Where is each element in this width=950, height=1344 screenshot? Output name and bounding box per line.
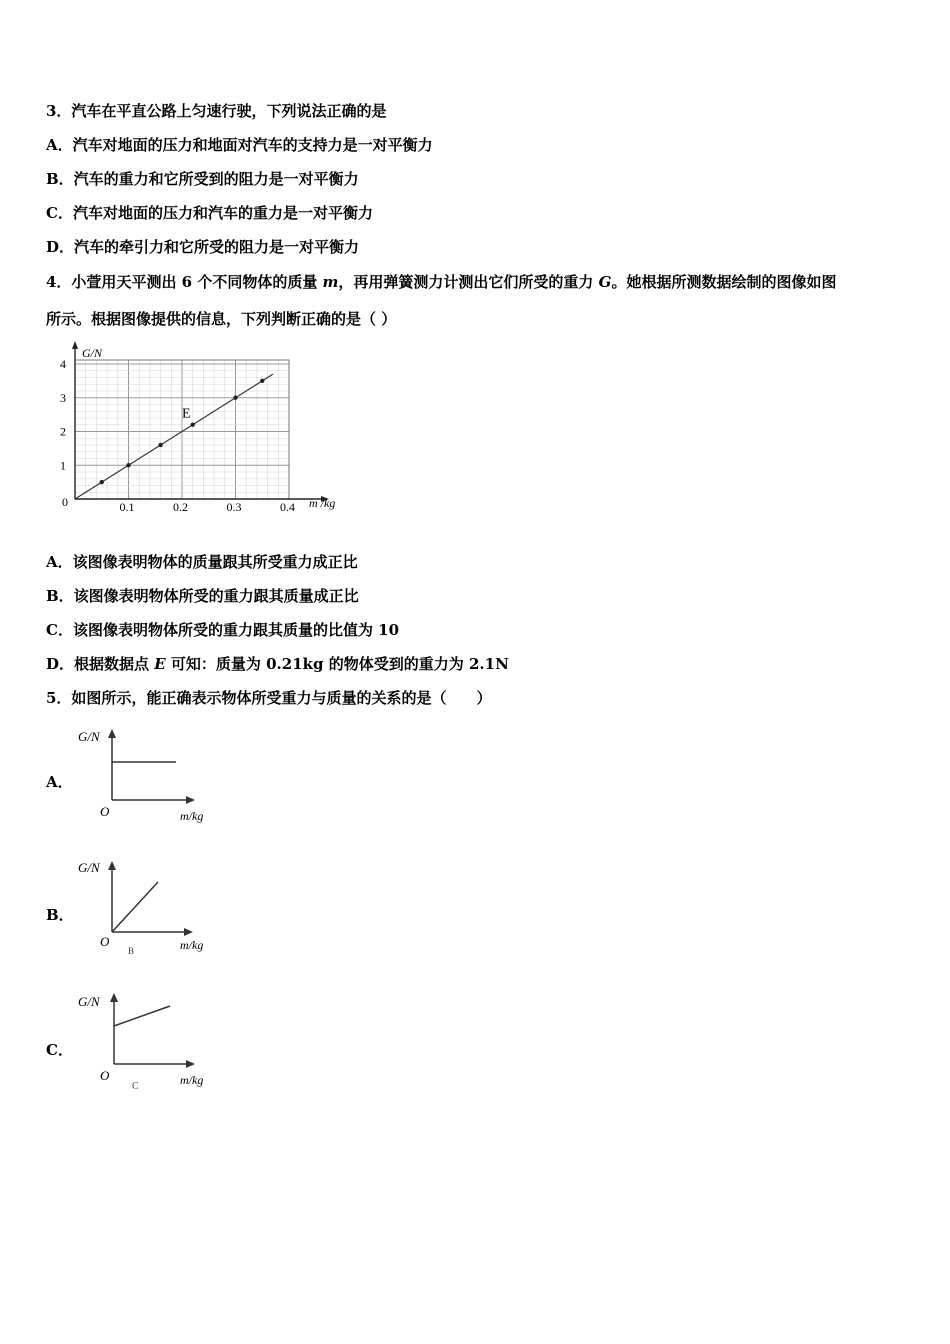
data-point	[233, 396, 237, 400]
chart-axes	[72, 341, 329, 502]
origin-label: O	[100, 934, 110, 949]
q5-graph-b	[72, 856, 222, 956]
x-tick-label: 0.2	[173, 500, 188, 514]
q3-stem: 3．汽车在平直公路上匀速行驶，下列说法正确的是	[46, 102, 387, 120]
y-arrow-icon	[108, 729, 116, 738]
x-tick-label: 0.1	[119, 500, 135, 514]
y-tick-label: 1	[60, 458, 66, 473]
x-axis-label: m/kg	[180, 938, 204, 952]
x-arrow-icon	[186, 796, 195, 804]
q3-option-b[interactable]: B．汽车的重力和它所受到的阻力是一对平衡力	[46, 170, 359, 188]
sub-label: B	[128, 946, 135, 956]
point-annotation: E	[182, 406, 191, 422]
x-axis-label: m /kg	[309, 496, 336, 510]
graph-line	[114, 1006, 170, 1026]
data-point	[260, 379, 264, 383]
q3-option-a[interactable]: A．汽车对地面的压力和地面对汽车的支持力是一对平衡力	[46, 136, 433, 154]
y-tick-label: 3	[60, 390, 66, 405]
chart-fit-line	[75, 374, 273, 499]
origin-label: O	[100, 1068, 110, 1083]
q5-option-c-label[interactable]: C．	[46, 1041, 73, 1059]
q5-option-b-label[interactable]: B．	[46, 906, 74, 924]
y-arrow-icon	[110, 993, 118, 1002]
q4-option-a[interactable]: A．该图像表明物体的质量跟其所受重力成正比	[46, 553, 358, 571]
y-arrow-icon	[72, 341, 78, 349]
y-tick-label: 4	[60, 357, 66, 371]
x-axis-label: m/kg	[180, 1073, 204, 1087]
sub-label: C	[132, 1081, 139, 1090]
q3-option-d[interactable]: D．汽车的牵引力和它所受的阻力是一对平衡力	[46, 238, 360, 256]
q5-option-a-label[interactable]: A．	[46, 773, 73, 791]
data-point	[158, 443, 162, 447]
fit-line	[75, 374, 273, 499]
y-axis-label: G/N	[78, 860, 100, 875]
g-m-chart	[50, 340, 370, 520]
y-axis-label: G/N	[78, 994, 100, 1009]
q4-stem-line2: 所示。根据图像提供的信息，下列判断正确的是（ ）	[46, 310, 397, 328]
y-tick-label: 2	[60, 424, 66, 439]
chart-labels	[60, 346, 335, 514]
q4-option-d[interactable]: D．根据数据点 E 可知：质量为 0.21kg 的物体受到的重力为 2.1N	[46, 655, 509, 673]
q5-graph-c	[72, 990, 222, 1090]
y-axis-label: G/N	[78, 729, 100, 744]
y-axis-label: G/N	[82, 346, 103, 360]
origin-label: 0	[62, 495, 68, 509]
data-point	[191, 423, 195, 427]
q4-stem-line1: 4．小萱用天平测出 6 个不同物体的质量 m，再用弹簧测力计测出它们所受的重力 G。她根据所测数据绘制的图像如图	[46, 273, 837, 291]
x-arrow-icon	[186, 1060, 195, 1068]
graph-line	[112, 882, 158, 932]
data-point	[126, 463, 130, 467]
x-arrow-icon	[184, 928, 193, 936]
data-point	[100, 480, 104, 484]
q4-option-c[interactable]: C．该图像表明物体所受的重力跟其质量的比值为 10	[46, 621, 400, 639]
x-tick-label: 0.4	[280, 500, 295, 514]
q3-option-c[interactable]: C．汽车对地面的压力和汽车的重力是一对平衡力	[46, 204, 373, 222]
q5-stem: 5．如图所示，能正确表示物体所受重力与质量的关系的是（ ）	[46, 689, 492, 707]
y-arrow-icon	[108, 861, 116, 870]
x-tick-label: 0.3	[226, 500, 242, 514]
q4-option-b[interactable]: B．该图像表明物体所受的重力跟其质量成正比	[46, 587, 359, 605]
origin-label: O	[100, 804, 110, 819]
q5-graph-a	[72, 726, 222, 826]
x-axis-label: m/kg	[180, 809, 204, 823]
